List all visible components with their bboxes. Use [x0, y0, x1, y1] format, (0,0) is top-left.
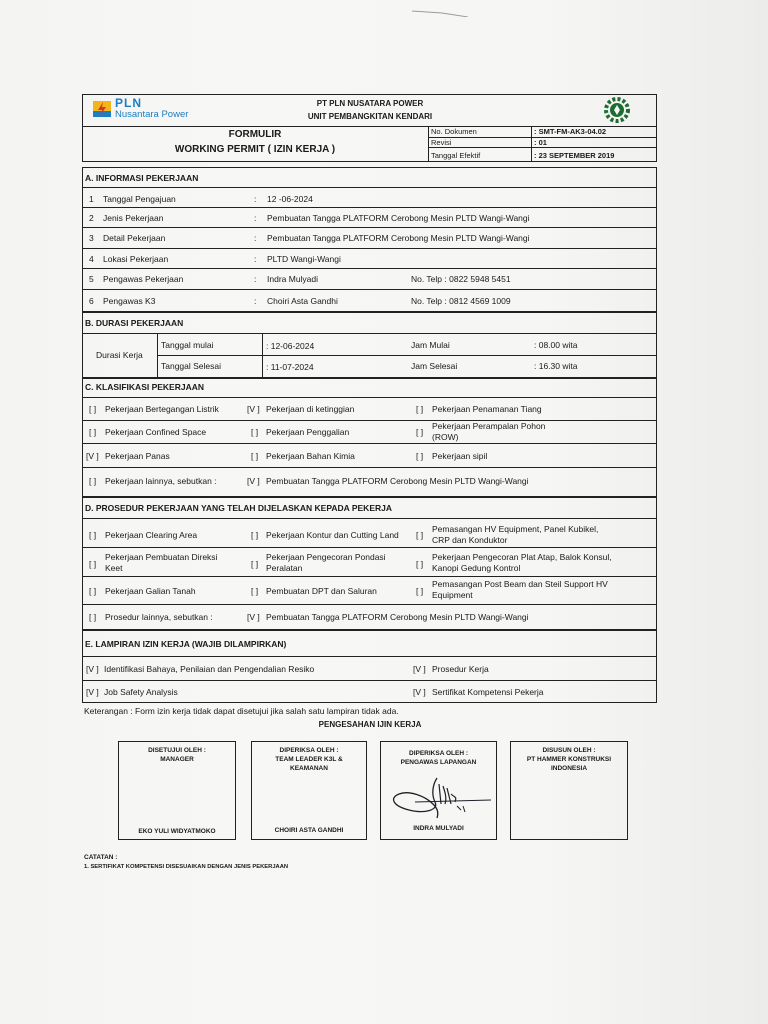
revision-label: Revisi — [431, 138, 452, 147]
d-r2-check-3[interactable]: [ ] — [416, 559, 424, 569]
c-r2-check-1[interactable]: [ ] — [89, 427, 97, 437]
c-r2-label-3a: Pekerjaan Perampalan Pohon — [432, 421, 546, 431]
c-r3-label-1: Pekerjaan Panas — [105, 451, 170, 461]
a-row-5-label: Pengawas Pekerjaan — [103, 274, 184, 284]
c-r3-check-3[interactable]: [ ] — [416, 451, 424, 461]
section-e-title: E. LAMPIRAN IZIN KERJA (WAJIB DILAMPIRKAN) — [85, 639, 287, 649]
pengesahan-title: PENGESAHAN IJIN KERJA — [318, 720, 422, 729]
c-r3-label-2: Pekerjaan Bahan Kimia — [266, 451, 355, 461]
a-row-3-number: 3 — [89, 233, 94, 243]
end-date-label: Tanggal Selesai — [161, 361, 222, 371]
section-c-title: C. KLASIFIKASI PEKERJAAN — [85, 382, 205, 392]
form-title-2: WORKING PERMIT ( IZIN KERJA ) — [174, 144, 336, 155]
d-r3-check-3[interactable]: [ ] — [416, 586, 424, 596]
a-row-2-number: 2 — [89, 213, 94, 223]
a-row-1-separator: : — [254, 194, 257, 204]
effective-date-value: : 23 SEPTEMBER 2019 — [534, 151, 615, 160]
a-row-1-number: 1 — [89, 194, 94, 204]
d-r2-check-1[interactable]: [ ] — [89, 559, 97, 569]
c-r1-label-2: Pekerjaan di ketinggian — [266, 404, 355, 414]
c-r1-check-2[interactable]: [V ] — [247, 404, 260, 414]
sign-4-role: DISUSUN OLEH : — [542, 747, 596, 754]
section-a-title: A. INFORMASI PEKERJAAN — [85, 173, 199, 183]
c-r3-check-1[interactable]: [V ] — [86, 451, 99, 461]
a-row-1-value: 12 -06-2024 — [267, 194, 313, 204]
d-r3-label-2: Pembuatan DPT dan Saluran — [266, 586, 377, 596]
d-r3-label-1: Pekerjaan Galian Tanah — [105, 586, 196, 596]
d-r4-label-2: Pembuatan Tangga PLATFORM Cerobong Mesin PLTD Wangi-Wangi — [266, 612, 529, 622]
revision-value: : 01 — [534, 138, 547, 147]
d-r4-label-1: Prosedur lainnya, sebutkan : — [105, 612, 213, 622]
sign-2-role: DIPERIKSA OLEH : — [279, 747, 339, 754]
d-r2-label-2b: Peralatan — [266, 563, 303, 573]
c-r3-check-2[interactable]: [ ] — [251, 451, 259, 461]
d-r2-check-2[interactable]: [ ] — [251, 559, 259, 569]
c-r4-label-2: Pembuatan Tangga PLATFORM Cerobong Mesin PLTD Wangi-Wangi — [266, 476, 529, 486]
c-r2-check-3[interactable]: [ ] — [416, 427, 424, 437]
d-r1-label-3b: CRP dan Konduktor — [432, 535, 508, 545]
sign-1-role: DISETUJUI OLEH : — [148, 747, 206, 754]
start-time-label: Jam Mulai — [411, 340, 450, 350]
a-row-6-number: 6 — [89, 296, 94, 306]
catatan-label: CATATAN : — [84, 854, 118, 861]
company-name: PT PLN NUSATARA POWER — [316, 99, 424, 108]
section-b-title: B. DURASI PEKERJAAN — [85, 318, 184, 328]
c-r2-check-2[interactable]: [ ] — [251, 427, 259, 437]
a-row-4-separator: : — [254, 254, 257, 264]
sign-4-role3: INDONESIA — [550, 765, 588, 772]
a-row-5-number: 5 — [89, 274, 94, 284]
c-r3-label-3: Pekerjaan sipil — [432, 451, 488, 461]
sign-2-role3: KEAMANAN — [290, 765, 328, 772]
d-r1-label-2: Pekerjaan Kontur dan Cutting Land — [266, 530, 399, 540]
unit-name: UNIT PEMBANGKITAN KENDARI — [307, 112, 433, 121]
start-time-value: : 08.00 wita — [534, 340, 578, 350]
a-row-2-value: Pembuatan Tangga PLATFORM Cerobong Mesin PLTD Wangi-Wangi — [267, 213, 530, 223]
signature-indra-mulyadi — [385, 774, 495, 822]
e-r2-check-2[interactable]: [V ] — [413, 687, 426, 697]
a-row-2-label: Jenis Pekerjaan — [103, 213, 164, 223]
d-r2-label-3a: Pekerjaan Pengecoran Plat Atap, Balok Konsul, — [432, 552, 612, 562]
c-r4-check-2[interactable]: [V ] — [247, 476, 260, 486]
keterangan-note: Keterangan : Form izin kerja tidak dapat disetujui jika salah satu lampiran tidak ada. — [84, 706, 399, 716]
a-row-3-label: Detail Pekerjaan — [103, 233, 166, 243]
d-r2-label-1b: Keet — [105, 563, 123, 573]
a-row-6-label: Pengawas K3 — [103, 296, 156, 306]
durasi-kerja-label: Durasi Kerja — [96, 350, 143, 360]
effective-date-label: Tanggal Efektif — [431, 151, 481, 160]
sign-2-name: CHOIRI ASTA GANDHI — [274, 827, 344, 834]
end-time-value: : 16.30 wita — [534, 361, 578, 371]
logo-subtitle: Nusantara Power — [115, 109, 189, 120]
d-r1-check-2[interactable]: [ ] — [251, 530, 259, 540]
d-r2-label-1a: Pekerjaan Pembuatan Direksi — [105, 552, 218, 562]
e-r2-label-1: Job Safety Analysis — [104, 687, 178, 697]
form-title-1: FORMULIR — [228, 129, 282, 140]
sign-1-name: EKO YULI WIDYATMOKO — [138, 828, 216, 835]
logo-text: PLN — [115, 96, 142, 110]
c-r2-label-2: Pekerjaan Penggalian — [266, 427, 350, 437]
sign-3-role: DIPERIKSA OLEH : — [409, 750, 468, 757]
c-r1-check-1[interactable]: [ ] — [89, 404, 97, 414]
k3-emblem-icon — [604, 97, 630, 123]
start-date-label: Tanggal mulai — [161, 340, 214, 350]
a-row-3-separator: : — [254, 233, 257, 243]
a-row-3-value: Pembuatan Tangga PLATFORM Cerobong Mesin PLTD Wangi-Wangi — [267, 233, 530, 243]
d-r3-label-3b: Equipment — [432, 590, 473, 600]
start-date-value: : 12-06-2024 — [266, 341, 315, 351]
a-row-1-label: Tanggal Pengajuan — [103, 194, 176, 204]
catatan-item-1: 1. SERTIFIKAT KOMPETENSI DISESUAIKAN DENGAN JENIS PEKERJAAN — [84, 864, 289, 870]
d-r2-label-2a: Pekerjaan Pengecoran Pondasi — [266, 552, 386, 562]
doc-number-label: No. Dokumen — [431, 127, 477, 136]
sign-1-role2: MANAGER — [160, 756, 194, 763]
e-r2-check-1[interactable]: [V ] — [86, 687, 99, 697]
d-r3-check-1[interactable]: [ ] — [89, 586, 97, 596]
e-r1-label-2: Prosedur Kerja — [432, 664, 489, 674]
sign-3-name: INDRA MULYADI — [413, 825, 464, 832]
e-r2-label-2: Sertifikat Kompetensi Pekerja — [432, 687, 544, 697]
a-row-2-separator: : — [254, 213, 257, 223]
c-r4-label-1: Pekerjaan lainnya, sebutkan : — [105, 476, 217, 486]
c-r4-check-1[interactable]: [ ] — [89, 476, 97, 486]
d-r3-label-3a: Pemasangan Post Beam dan Steil Support HV — [432, 579, 608, 589]
c-r2-label-3b: (ROW) — [432, 432, 459, 442]
a-row-5-value: Indra Mulyadi — [267, 274, 319, 284]
doc-number-value: : SMT-FM-AK3-04.02 — [534, 127, 607, 136]
a-row-6-value: Choiri Asta Gandhi — [267, 296, 338, 306]
d-r4-check-1[interactable]: [ ] — [89, 612, 97, 622]
c-r1-label-1: Pekerjaan Bertegangan Listrik — [105, 404, 219, 414]
sign-3-role2: PENGAWAS LAPANGAN — [400, 759, 477, 766]
a-row-4-label: Lokasi Pekerjaan — [103, 254, 169, 264]
a-row-6-separator: : — [254, 296, 257, 306]
d-r1-check-1[interactable]: [ ] — [89, 530, 97, 540]
a-row-4-number: 4 — [89, 254, 94, 264]
d-r1-label-1: Pekerjaan Clearing Area — [105, 530, 198, 540]
d-r3-check-2[interactable]: [ ] — [251, 586, 259, 596]
a-row-4-value: PLTD Wangi-Wangi — [267, 254, 341, 264]
d-r1-label-3a: Pemasangan HV Equipment, Panel Kubikel, — [432, 524, 599, 534]
c-r2-label-1: Pekerjaan Confined Space — [105, 427, 207, 437]
end-time-label: Jam Selesai — [411, 361, 458, 371]
d-r4-check-2[interactable]: [V ] — [247, 612, 260, 622]
sign-4-role2: PT HAMMER KONSTRUKSI — [526, 756, 612, 763]
end-date-value: : 11-07-2024 — [266, 362, 314, 372]
c-r1-check-3[interactable]: [ ] — [416, 404, 424, 414]
a-row-6-phone: No. Telp : 0812 4569 1009 — [411, 296, 511, 306]
e-r1-check-1[interactable]: [V ] — [86, 664, 99, 674]
sign-2-role2: TEAM LEADER K3L & — [275, 756, 343, 763]
e-r1-label-1: Identifikasi Bahaya, Penilaian dan Pengendalian Resiko — [104, 664, 315, 674]
section-d-box — [82, 497, 657, 630]
a-row-5-separator: : — [254, 274, 257, 284]
d-r1-check-3[interactable]: [ ] — [416, 530, 424, 540]
d-r2-label-3b: Kanopi Gedung Kontrol — [432, 563, 521, 573]
scan-mark — [412, 4, 472, 12]
section-d-title: D. PROSEDUR PEKERJAAN YANG TELAH DIJELASKAN KEPADA PEKERJA — [85, 503, 392, 513]
e-r1-check-2[interactable]: [V ] — [413, 664, 426, 674]
a-row-5-phone: No. Telp : 0822 5948 5451 — [411, 274, 511, 284]
c-r1-label-3: Pekerjaan Penamanan Tiang — [432, 404, 542, 414]
